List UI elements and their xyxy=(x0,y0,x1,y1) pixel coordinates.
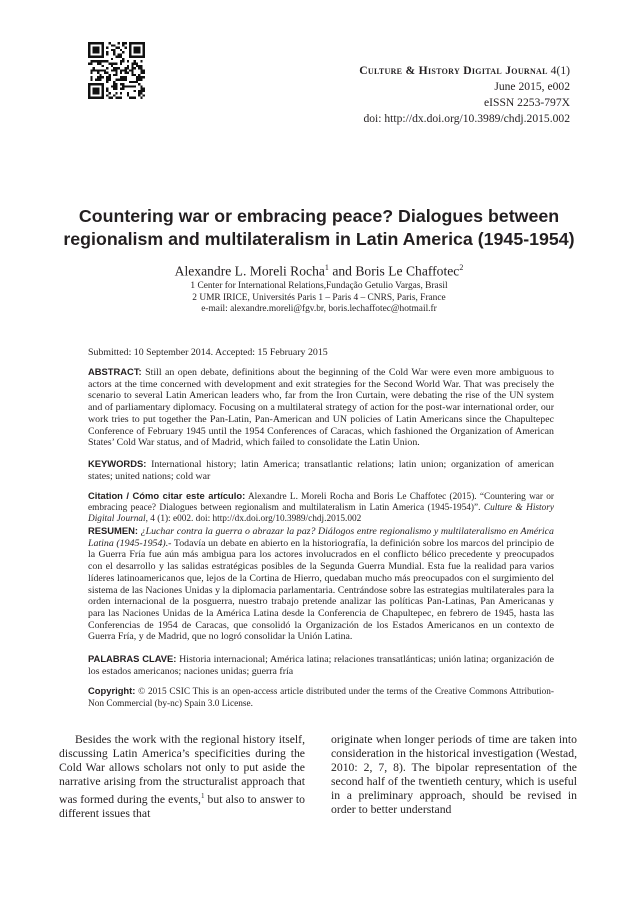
journal-doi[interactable]: doi: http://dx.doi.org/10.3989/chdj.2015.002 xyxy=(363,112,570,125)
resumen-text: Todavía un debate en abierto en la historiografía, la definición sobre los marcos del principio de la Guerra Fría fue aún más ambigua para los actores involucrados en el conflicto bélico precedente y preocupados con el desarrollo y las salidas estratégicas posibles de la Segunda Guerra Mundial. Esta fue la realidad para varios líderes latinoamericanos que, lejos de la Cortina de Hierro, quedaban mucho más preocupados con el surgimiento del sistema de las Naciones Unidas y la diplomacia parlamentaria. Centrándose sobre las estrategias multilaterales para la orden internacional de la posguerra, nuestro trabajo pretende analizar las políticas Pan-Latinas, Pan Americanas y para las Naciones Unidas de la América Latina desde la Conferencia de Chapultepec, en febrero de 1945, hasta las Conferencias de 1954 de Caracas, que consolidó la Organización de los Estados Americanos en un contexto de Guerra Fría, y de Madrid, que no logró consolidar la Unión Latina. xyxy=(88,537,555,643)
journal-name: Culture & History Digital Journal xyxy=(359,64,548,77)
body-paragraph xyxy=(59,733,305,821)
keywords xyxy=(88,458,554,482)
copyright xyxy=(88,685,554,710)
body-paragraph: originate when longer periods of time are taken into consideration in the historical investigation (Westad, 2010: 2, 7, 8). The bipolar representation of the second half of the twentieth century, which is useful in a preliminary approach, should be revised in order to better understand xyxy=(331,733,577,816)
palabras-label: PALABRAS CLAVE: xyxy=(88,653,177,664)
affiliation-1: 1 Center for International Relations,Fundação Getulio Vargas, Brasil xyxy=(190,281,448,291)
journal-header xyxy=(359,63,570,127)
abstract xyxy=(88,366,554,449)
resumen-title: ¿Luchar contra la guerra o abrazar la paz? Diálogos entre regionalismo y multilateralismo en América Latina (1945-1954).- xyxy=(88,526,554,549)
affiliations xyxy=(0,281,638,316)
citation-doi: 4 (1): e002. doi: http://dx.doi.org/10.3989/chdj.2015.002 xyxy=(147,514,362,524)
palabras-clave xyxy=(88,653,554,677)
article-title: Countering war or embracing peace? Dialogues between regionalism and multilateralism in Latin America (1945-1954) xyxy=(63,206,575,249)
body-text: Besides the work with the regional history itself, discussing Latin America’s specificities during the Cold War allows scholars not only to put aside the narrative arising from the structuralist approach that was formed during the events, xyxy=(59,733,305,806)
journal-volume: 4(1) xyxy=(550,64,570,77)
copyright-label: Copyright: xyxy=(88,685,136,696)
author-email[interactable]: e-mail: alexandre.moreli@fgv.br, boris.lechaffotec@hotmail.fr xyxy=(201,304,437,314)
author-name: Boris Le Chaffotec xyxy=(355,263,460,279)
keywords-label: KEYWORDS: xyxy=(88,458,147,469)
affiliation-marker: 1 xyxy=(324,263,329,272)
journal-issn: eISSN 2253-797X xyxy=(484,96,570,109)
affiliation-2: 2 UMR IRICE, Universités Paris 1 – Paris 4 – CNRS, Paris, France xyxy=(192,292,446,303)
citation xyxy=(88,490,554,525)
palabras-text: Historia internacional; América latina; relaciones transatlánticas; unión latina; organización de los estados americanos; naciones unidas; guerra fría xyxy=(88,654,554,677)
abstract-label: ABSTRACT: xyxy=(88,366,142,377)
footnote-marker[interactable]: 1 xyxy=(200,792,205,800)
author-line xyxy=(0,263,638,280)
body-column-left xyxy=(59,733,305,821)
qr-code-image xyxy=(88,42,145,99)
resumen-label: RESUMEN: xyxy=(88,525,139,536)
citation-label: Citation / Cómo citar este artículo: xyxy=(88,490,246,501)
journal-date: June 2015, e002 xyxy=(494,80,570,93)
copyright-text: © 2015 CSIC This is an open-access article distributed under the terms of the Creative Commons Attribution-Non Commercial (by-nc) Spain 3.0 License. xyxy=(88,687,554,709)
resumen xyxy=(88,525,554,643)
body-column-right xyxy=(331,733,577,817)
abstract-text: Still an open debate, definitions about the beginning of the Cold War were even more ambiguous to actors at the time concerned with development and exit strategies for the Second World War. That was precisely the scenario to several Latin American leaders who, far from the Iron Curtain, were debating the rise of the UN system and of parliamentary diplomacy. Focusing on a multilateral strategy of action for the post-war international order, our work tries to put together the Pan-Latin, Pan-American and UN policies of Latin Americans since the Chapultepec Conference of February 1945 until the 1954 Conferences of Caracas, which fashioned the Organization of American States’ Cold War status, and of Madrid, which failed to consolidate the Latin Union. xyxy=(88,367,554,449)
keywords-text: International history; latin America; transatlantic relations; latin union; organization of american states; united nations; cold war xyxy=(88,459,554,482)
citation-journal: Culture & History Digital Journal, xyxy=(88,503,554,524)
author-name: Alexandre L. Moreli Rocha xyxy=(174,263,325,279)
author-conjunction: and xyxy=(328,263,356,279)
affiliation-marker: 2 xyxy=(459,263,464,272)
citation-text: Alexandre L. Moreli Rocha and Boris Le Chaffotec (2015). “Countering war or embracing peace? Dialogues between regionalism and multilateralism in Latin America (1945-1954)”. xyxy=(88,492,554,513)
body-text: but also to answer to different issues that xyxy=(59,792,306,820)
submission-dates: Submitted: 10 September 2014. Accepted: 15 February 2015 xyxy=(88,347,328,358)
